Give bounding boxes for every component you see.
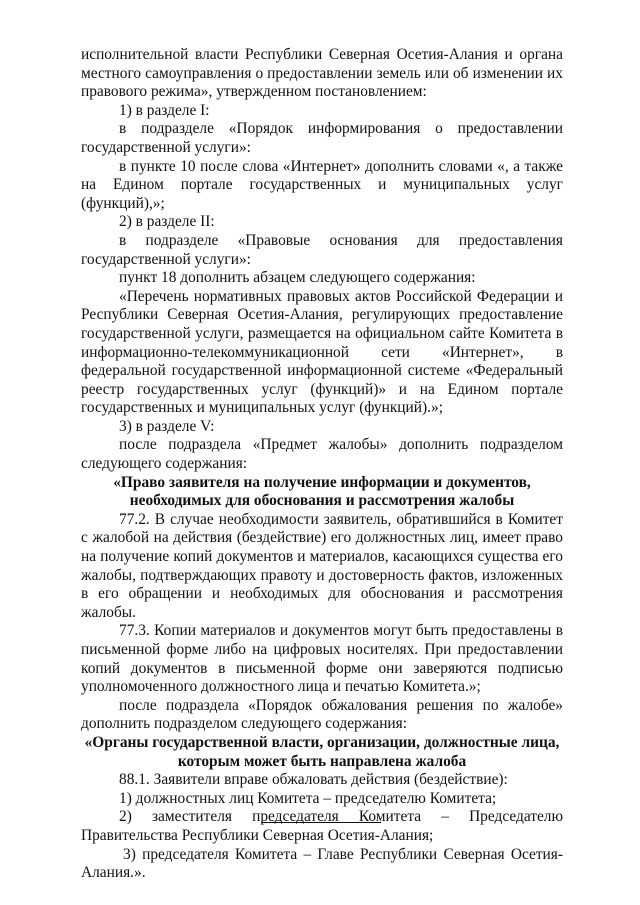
paragraph-item-10: в пункте 10 после слова «Интернет» дополнить словами «, а также на Едином портале государственных и муниципальных услуг (функций),»;	[81, 157, 563, 212]
document-page	[81, 46, 563, 883]
paragraph-after-appeal: после подраздела «Порядок обжалования решения по жалобе» дополнить подразделом следующего содержания:	[81, 696, 563, 733]
paragraph-item-18: пункт 18 дополнить абзацем следующего содержания:	[119, 269, 476, 287]
paragraph-subsection-informing: в подразделе «Порядок информирования о предоставлении государственной услуги»:	[81, 120, 563, 156]
paragraph-appeal-2: 2) заместителя председателя Комитета – Председателю Правительства Республики Северная Осетия-Алания;	[81, 808, 563, 844]
paragraph-intro: исполнительной власти Республики Северная Осетия-Алания и органа местного самоуправления о предоставлении земель или об изменении их правового режима», утвержденном постановлением:	[81, 46, 563, 101]
paragraph-item-77-2: 77.2. В случае необходимости заявитель, обратившийся в Комитет с жалобой на действия (бездействие) его должностных лиц, имеет право на получение копий документов и материалов, касающихся существа его жалобы, подтверждающих правоту и достоверность фактов, изложенных в его обращении и необходимых для обоснования и рассмотрения жалобы.	[81, 510, 563, 621]
paragraph-section-5: 3) в разделе V:	[119, 417, 215, 435]
paragraph-item-88-1: 88.1. Заявители вправе обжаловать действия (бездействие):	[119, 771, 508, 789]
paragraph-appeal-3: 3) председателя Комитета – Главе Республики Северная Осетия-Алания.».	[81, 845, 563, 882]
paragraph-subsection-legal: в подразделе «Правовые основания для предоставления государственной услуги»:	[81, 231, 563, 268]
end-separator-line	[261, 822, 381, 823]
heading-applicant-rights: «Право заявителя на получение информации и документов, необходимых для обоснования и рассмотрения жалобы	[113, 473, 531, 510]
paragraph-section-2: 2) в разделе II:	[119, 213, 215, 231]
paragraph-after-complaint: после подраздела «Предмет жалобы» дополнить подразделом следующего содержания:	[81, 436, 563, 473]
paragraph-appeal-1: 1) должностных лиц Комитета – председателю Комитета;	[119, 789, 497, 807]
paragraph-quote-list: «Перечень нормативных правовых актов Российской Федерации и Республики Северная Осетия-Алания, регулирующих предоставление государственной услуги, размещается на официальном сайте Комитета в информационно-телекоммуникационной сети «Интернет», в федеральной государственной информационной системе «Федеральный реестр государственных услуг (функций)» и на Едином портале государственных и муниципальных услуг (функций).»;	[81, 287, 563, 417]
heading-appeal-bodies: «Органы государственной власти, организации, должностные лица, которым может быть направлена жалоба	[84, 733, 560, 770]
paragraph-item-77-3: 77.3. Копии материалов и документов могут быть предоставлены в письменной форме либо на цифровых носителях. При предоставлении копий документов в письменной форме они заверяются подписью уполномоченного должностного лица и печатью Комитета.»;	[81, 622, 563, 696]
paragraph-section-1: 1) в разделе I:	[119, 101, 210, 119]
